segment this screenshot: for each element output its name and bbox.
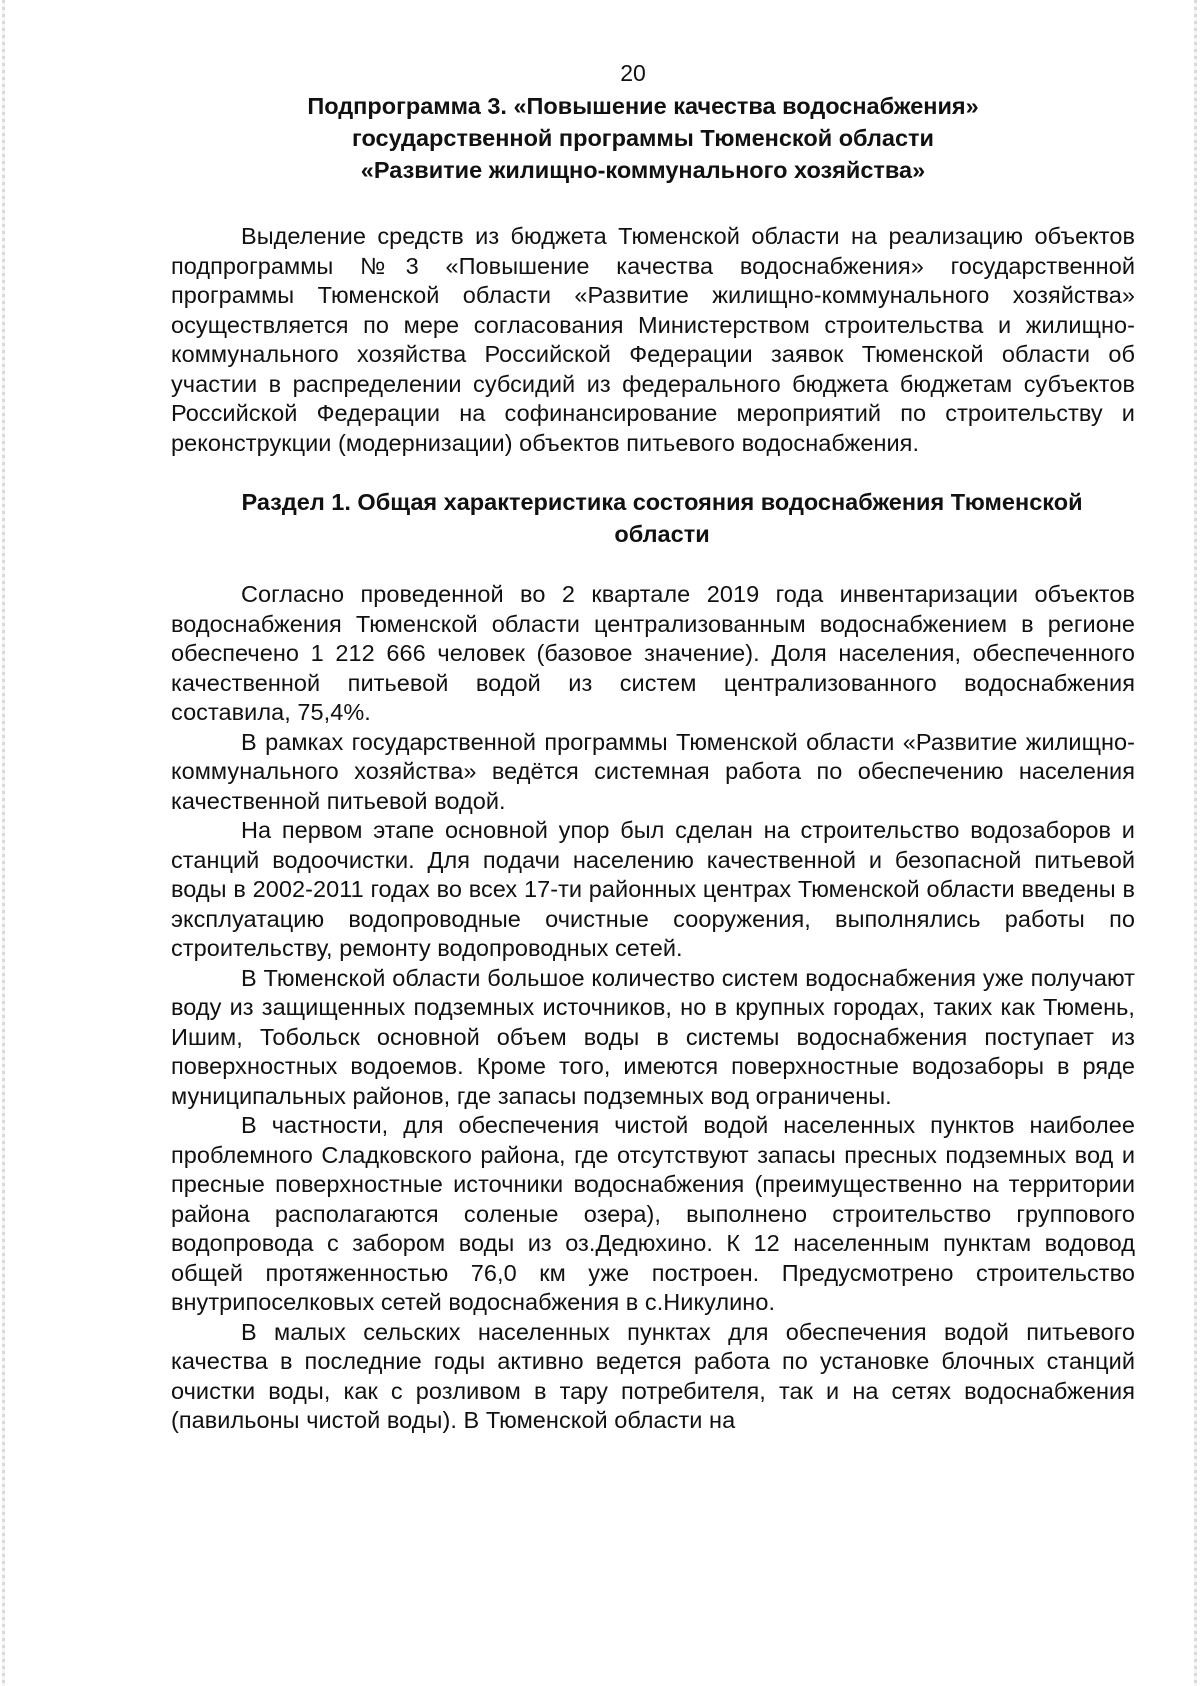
spacer (171, 550, 1135, 580)
subprogram-title-line-3: «Развитие жилищно-коммунального хозяйства» (360, 157, 926, 183)
section-1-paragraph: В частности, для обеспечения чистой водой населенных пунктов наиболее проблемного Сладковского района, где отсутствуют запасы пресных подземных вод и пресные поверхностные источники водоснабжения (преимущественно на территории района располагаются соленые озера), выполнено строительство группового водопровода с забором воды из оз.Дедюхино. К 12 населенным пунктам водовод общей протяженностью 76,0 км уже построен. Предусмотрено строительство внутрипоселковых сетей водоснабжения в с.Никулино. (171, 1112, 1135, 1315)
subprogram-title-line-1: Подпрограмма 3. «Повышение качества водоснабжения» (307, 93, 979, 119)
section-1-paragraph: На первом этапе основной упор был сделан на строительство водозаборов и станций водоочистки. Для подачи населению качественной и безопасной питьевой воды в 2002-2011 годах во всех 17-ти районных центрах Тюменской области введены в эксплуатацию водопроводные очистные сооружения, выполнялись работы по строительству, ремонту водопроводных сетей. (171, 817, 1135, 961)
subprogram-title-line-2: государственной программы Тюменской области (351, 125, 934, 151)
spacer (171, 458, 1135, 486)
section-1-paragraph: Согласно проведенной во 2 квартале 2019 года инвентаризации объектов водоснабжения Тюменской области централизованным водоснабжением в регионе обеспечено 1 212 666 человек (базовое значение). Доля населения, обеспеченного качественной питьевой водой из систем централизованного водоснабжения составила, 75,4%. (171, 581, 1135, 725)
section-1-paragraph: В малых сельских населенных пунктах для обеспечения водой питьевого качества в последние годы активно ведется работа по установке блочных станций очистки воды, как с розливом в тару потребителя, так и на сетях водоснабжения (павильоны чистой воды). В Тюменской области на (171, 1318, 1135, 1433)
section-1-heading (171, 486, 1135, 550)
section-1-heading-line-1: Раздел 1. Общая характеристика состояния водоснабжения Тюменской (241, 489, 1083, 515)
intro-paragraph: Выделение средств из бюджета Тюменской области на реализацию объектов подпрограммы №3 «Повышение качества водоснабжения» государственной программы Тюменской области «Развитие жилищно-коммунального хозяйства» осуществляется по мере согласования Министерством строительства и жилищно-коммунального хозяйства Российской Федерации заявок Тюменской области об участии в распределении субсидий из федерального бюджета бюджетам субъектов Российской Федерации на софинансирование мероприятий по строительству и реконструкции (модернизации) объектов питьевого водоснабжения. (171, 223, 1135, 456)
section-1-heading-line-2: области (614, 521, 710, 547)
page-number: 20 (620, 60, 646, 86)
section-1-paragraph: В Тюменской области большое количество систем водоснабжения уже получают воду из защищенных подземных источников, но в крупных городах, таких как Тюмень, Ишим, Тобольск основной объем воды в системы водоснабжения поступает из поверхностных водоемов. Кроме того, имеются поверхностные водозаборы в ряде муниципальных районов, где запасы подземных вод ограничены. (171, 964, 1135, 1109)
subprogram-title (171, 90, 1135, 186)
section-1-paragraph: В рамках государственной программы Тюменской области «Развитие жилищно-коммунального хозяйства» ведётся системная работа по обеспечению населения качественной питьевой водой. (171, 728, 1135, 814)
spacer (171, 186, 1135, 222)
